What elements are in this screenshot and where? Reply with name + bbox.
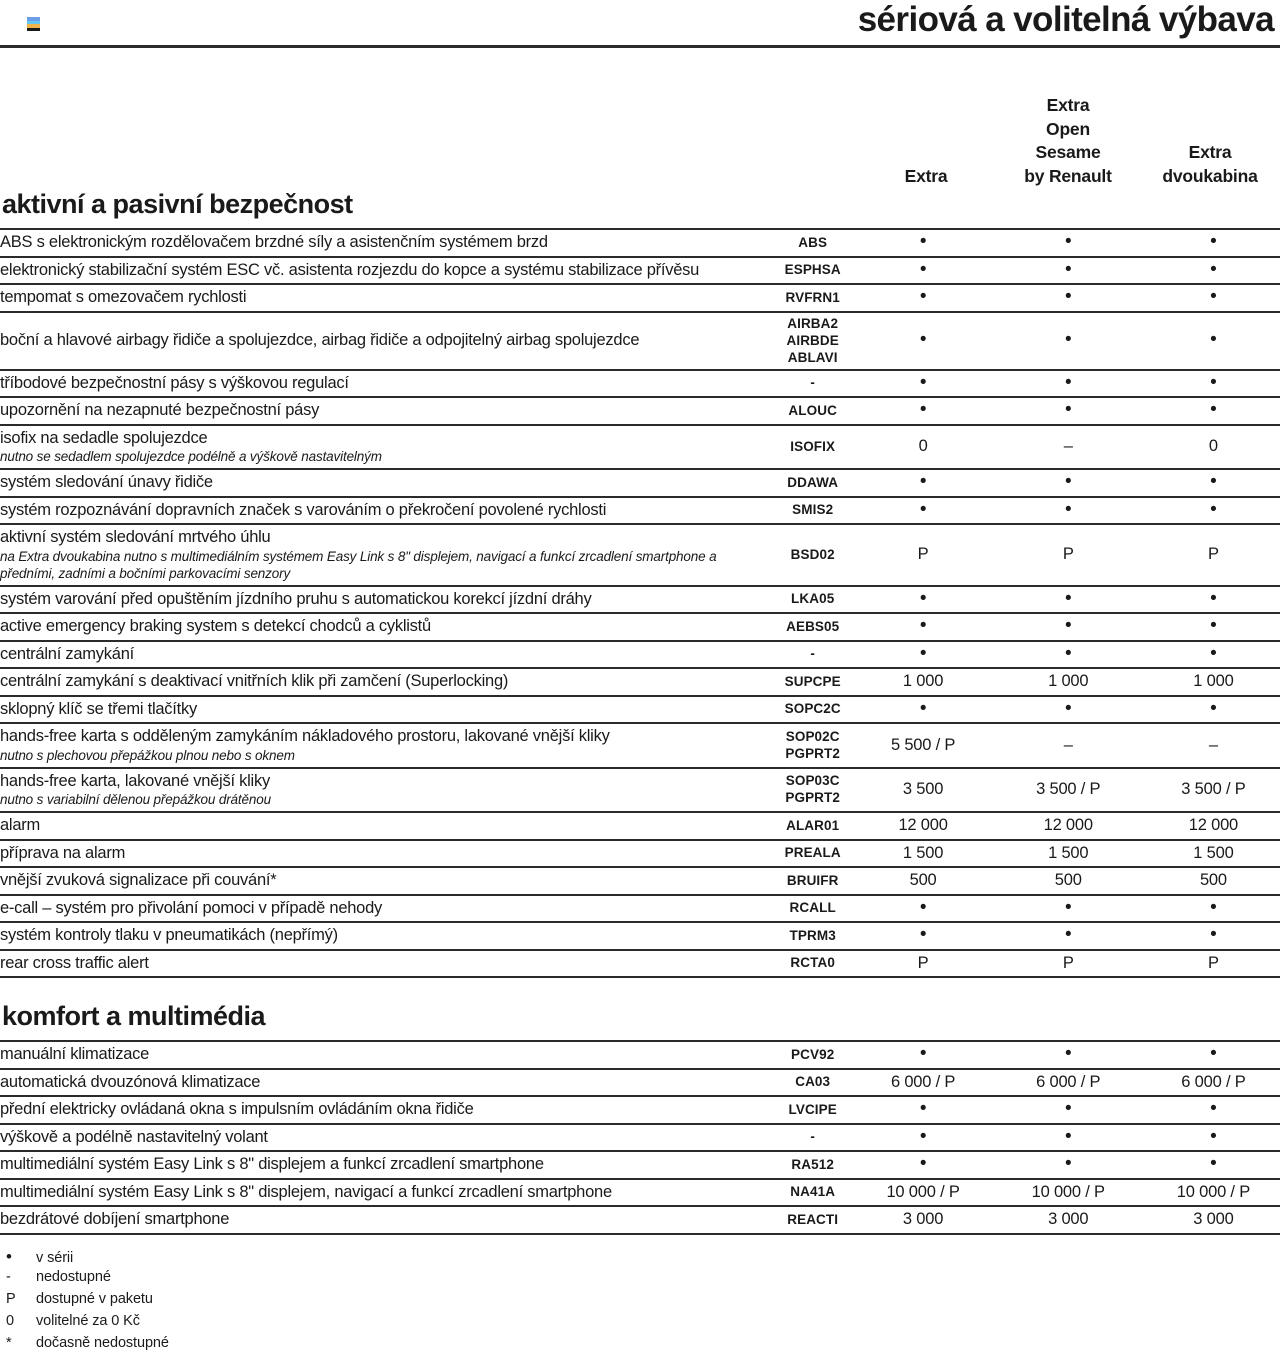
availability-cell-1: 3 000 [851, 1206, 996, 1234]
standard-dot-icon: • [1065, 1098, 1072, 1120]
availability-cell-1: P [851, 524, 996, 586]
table-row [0, 1179, 1280, 1207]
availability-cell-1: 10 000 / P [851, 1179, 996, 1207]
availability-cell-1: 500 [851, 867, 996, 895]
option-code: SOPC2C [775, 696, 851, 724]
option-code: PREALA [775, 840, 851, 868]
availability-cell-1 [851, 641, 996, 669]
standard-dot-icon: • [1065, 642, 1072, 664]
legend-text: v sérii [36, 1249, 74, 1266]
feature-note: nutno s plechovou přepážkou plnou nebo s oknem [0, 747, 295, 763]
standard-dot-icon: • [919, 1098, 927, 1120]
feature-label: manuální klimatizace [0, 1041, 775, 1069]
column-header-extra-open-sesame: Extra Open Sesame by Renault [1024, 95, 1112, 186]
standard-dot-icon: • [1065, 498, 1072, 520]
standard-dot-icon: • [1210, 587, 1217, 609]
table-row [0, 397, 1280, 425]
option-code: ALOUC [775, 397, 851, 425]
option-code: ABS [775, 229, 851, 257]
availability-cell-3 [1141, 1041, 1280, 1069]
availability-cell-1: 5 500 / P [851, 723, 996, 768]
feature-label: e-call – systém pro přivolání pomoci v případě nehody [0, 895, 775, 923]
standard-dot-icon: • [1210, 371, 1217, 393]
standard-dot-icon: • [919, 471, 927, 493]
table-row [0, 1096, 1280, 1124]
availability-cell-3: 0 [1141, 425, 1280, 470]
table-row [0, 1124, 1280, 1152]
table-row [0, 641, 1280, 669]
option-code: - [775, 370, 851, 398]
feature-label: přední elektricky ovládaná okna s impulsním ovládáním okna řidiče [0, 1096, 775, 1124]
standard-dot-icon: • [1210, 1043, 1217, 1065]
availability-cell-2: 10 000 / P [996, 1179, 1141, 1207]
standard-dot-icon: • [1065, 896, 1072, 918]
feature-label: centrální zamykání s deaktivací vnitřních klik při zamčení (Superlocking) [0, 668, 775, 696]
standard-dot-icon: • [1210, 697, 1217, 719]
standard-dot-icon: • [919, 286, 927, 308]
feature-label: isofix na sedadle spolujezdce nutno se sedadlem spolujezdce podélně a výškově nastavitelným [0, 425, 775, 470]
standard-dot-icon: • [1210, 924, 1217, 946]
feature-note: nutno s variabilní dělenou přepážkou drátěnou [0, 792, 271, 807]
option-code: - [775, 1124, 851, 1152]
feature-label: sklopný klíč se třemi tlačítky [0, 696, 775, 724]
feature-note: nutno se sedadlem spolujezdce podélně a výškově nastavitelným [0, 449, 382, 464]
feature-label: tříbodové bezpečnostní pásy s výškovou regulací [0, 370, 775, 398]
availability-cell-1 [851, 922, 996, 950]
availability-cell-3: 3 500 / P [1141, 768, 1280, 813]
feature-label: multimediální systém Easy Link s 8" displejem, navigací a funkcí zrcadlení smartphone [0, 1179, 775, 1207]
page-title: sériová a volitelná výbava [857, 0, 1274, 39]
availability-cell-1 [851, 469, 996, 497]
availability-cell-2 [996, 1096, 1141, 1124]
standard-dot-icon: • [919, 1125, 927, 1147]
option-code: BRUIFR [775, 867, 851, 895]
feature-note: na Extra dvoukabina nutno s multimediálním systémem Easy Link s 8" displejem, navigací a funkcí zrcadlení smartphone a předními, zadními a bočními parkovacími senzory [0, 548, 717, 581]
legend-item [6, 1269, 1280, 1291]
availability-cell-1 [851, 257, 996, 285]
table-row [0, 229, 1280, 257]
table-row [0, 1041, 1280, 1069]
availability-cell-3: P [1141, 950, 1280, 978]
availability-cell-3: 500 [1141, 867, 1280, 895]
table-row [0, 284, 1280, 312]
spec-sections [0, 188, 1280, 1235]
availability-cell-2 [996, 370, 1141, 398]
legend-symbol: - [6, 1268, 11, 1285]
availability-cell-2 [996, 397, 1141, 425]
feature-label: hands-free karta s odděleným zamykáním nákladového prostoru, lakované vnější kliky nutno s plechovou přepážkou plnou nebo s oknem [0, 723, 775, 768]
table-row [0, 867, 1280, 895]
availability-cell-2 [996, 586, 1141, 614]
availability-cell-1 [851, 312, 996, 370]
option-code: PCV92 [775, 1041, 851, 1069]
feature-label: elektronický stabilizační systém ESC vč. asistenta rozjezdu do kopce a systému stabilizace přívěsu [0, 257, 775, 285]
legend-text: volitelné za 0 Kč [36, 1312, 140, 1329]
standard-dot-icon: • [1210, 286, 1217, 308]
availability-cell-1 [851, 586, 996, 614]
option-code: RCTA0 [775, 950, 851, 978]
feature-label: ABS s elektronickým rozdělovačem brzdné síly a asistenčním systémem brzd [0, 229, 775, 257]
option-code: AIRBA2 AIRBDE ABLAVI [775, 312, 851, 370]
standard-dot-icon: • [919, 587, 927, 609]
option-code: AEBS05 [775, 613, 851, 641]
standard-dot-icon: • [1065, 587, 1072, 609]
standard-dot-icon: • [1065, 697, 1072, 719]
availability-cell-3 [1141, 1124, 1280, 1152]
spec-table [0, 1040, 1280, 1235]
availability-cell-3 [1141, 1151, 1280, 1179]
availability-cell-3: 12 000 [1141, 812, 1280, 840]
page-header [0, 0, 1280, 48]
availability-cell-1 [851, 370, 996, 398]
option-code: LKA05 [775, 586, 851, 614]
option-code: LVCIPE [775, 1096, 851, 1124]
legend-symbol: P [6, 1290, 16, 1307]
legend-item [6, 1313, 1280, 1335]
standard-dot-icon: • [1065, 1043, 1072, 1065]
feature-label: příprava na alarm [0, 840, 775, 868]
standard-dot-icon: • [919, 642, 927, 664]
feature-label: rear cross traffic alert [0, 950, 775, 978]
legend-symbol: • [6, 1246, 12, 1266]
feature-label: systém varování před opuštěním jízdního pruhu s automatickou korekcí jízdní dráhy [0, 586, 775, 614]
table-row [0, 469, 1280, 497]
table-row [0, 613, 1280, 641]
availability-cell-1 [851, 1124, 996, 1152]
table-row [0, 257, 1280, 285]
feature-label: vnější zvuková signalizace při couvání* [0, 867, 775, 895]
availability-cell-3 [1141, 696, 1280, 724]
column-header-extra: Extra [904, 165, 948, 186]
availability-cell-2 [996, 1151, 1141, 1179]
availability-cell-2 [996, 312, 1141, 370]
legend-item [6, 1335, 1280, 1357]
feature-label: systém sledování únavy řidiče [0, 469, 775, 497]
table-row [0, 524, 1280, 586]
standard-dot-icon: • [919, 1153, 927, 1175]
standard-dot-icon: • [919, 697, 927, 719]
availability-cell-1: 1 500 [851, 840, 996, 868]
table-row [0, 1206, 1280, 1234]
table-row [0, 696, 1280, 724]
availability-cell-3 [1141, 641, 1280, 669]
legend-text: dočasně nedostupné [36, 1334, 169, 1351]
option-code: ALAR01 [775, 812, 851, 840]
option-code: BSD02 [775, 524, 851, 586]
feature-label: automatická dvouzónová klimatizace [0, 1069, 775, 1097]
table-row [0, 922, 1280, 950]
option-code: SOP02C PGPRT2 [775, 723, 851, 768]
feature-label: tempomat s omezovačem rychlosti [0, 284, 775, 312]
standard-dot-icon: • [919, 371, 927, 393]
table-row [0, 370, 1280, 398]
availability-cell-3 [1141, 229, 1280, 257]
option-code: NA41A [775, 1179, 851, 1207]
table-row [0, 586, 1280, 614]
legend-text: nedostupné [36, 1268, 111, 1285]
availability-cell-2: 3 500 / P [996, 768, 1141, 813]
option-code: SUPCPE [775, 668, 851, 696]
availability-cell-2: – [996, 425, 1141, 470]
availability-cell-3: 3 000 [1141, 1206, 1280, 1234]
section-heading: komfort a multimédia [2, 1001, 266, 1031]
availability-cell-3 [1141, 922, 1280, 950]
availability-cell-2: 1 500 [996, 840, 1141, 868]
standard-dot-icon: • [1210, 329, 1217, 350]
standard-dot-icon: • [1065, 231, 1072, 253]
standard-dot-icon: • [1210, 399, 1217, 421]
availability-cell-2: – [996, 723, 1141, 768]
option-code: DDAWA [775, 469, 851, 497]
standard-dot-icon: • [919, 615, 927, 637]
standard-dot-icon: • [919, 896, 927, 918]
standard-dot-icon: • [919, 1043, 927, 1065]
standard-dot-icon: • [1210, 1153, 1217, 1175]
availability-cell-2: P [996, 524, 1141, 586]
option-code: - [775, 641, 851, 669]
feature-label: výškově a podélně nastavitelný volant [0, 1124, 775, 1152]
availability-cell-2 [996, 1124, 1141, 1152]
option-code: RA512 [775, 1151, 851, 1179]
availability-cell-1 [851, 397, 996, 425]
availability-cell-2: 12 000 [996, 812, 1141, 840]
availability-cell-3 [1141, 257, 1280, 285]
standard-dot-icon: • [1210, 642, 1217, 664]
standard-dot-icon: • [1065, 1153, 1072, 1175]
option-code: TPRM3 [775, 922, 851, 950]
standard-dot-icon: • [1065, 471, 1072, 493]
availability-cell-3 [1141, 312, 1280, 370]
table-row [0, 895, 1280, 923]
table-row [0, 1151, 1280, 1179]
legend-text: dostupné v paketu [36, 1290, 153, 1307]
standard-dot-icon: • [1065, 924, 1072, 946]
availability-cell-2: 6 000 / P [996, 1069, 1141, 1097]
availability-cell-3: 1 000 [1141, 668, 1280, 696]
availability-cell-1: 0 [851, 425, 996, 470]
feature-label: aktivní systém sledování mrtvého úhlu na Extra dvoukabina nutno s multimediálním systémem Easy Link s 8" displejem, navigací a funkcí zrcadlení smartphone a předními, zadními a bočními parkovacími senzory [0, 524, 775, 586]
availability-cell-1: 1 000 [851, 668, 996, 696]
legend-symbol: * [6, 1334, 12, 1351]
standard-dot-icon: • [919, 329, 927, 350]
column-headers [0, 48, 1280, 188]
option-code: SMIS2 [775, 497, 851, 525]
availability-cell-1: P [851, 950, 996, 978]
table-row [0, 668, 1280, 696]
standard-dot-icon: • [919, 399, 927, 421]
availability-cell-1 [851, 895, 996, 923]
option-code: REACTI [775, 1206, 851, 1234]
standard-dot-icon: • [1210, 498, 1217, 520]
legend-symbol: 0 [6, 1312, 14, 1329]
availability-cell-3: 10 000 / P [1141, 1179, 1280, 1207]
availability-cell-2 [996, 1041, 1141, 1069]
feature-label: multimediální systém Easy Link s 8" displejem a funkcí zrcadlení smartphone [0, 1151, 775, 1179]
standard-dot-icon: • [1065, 615, 1072, 637]
availability-cell-1: 12 000 [851, 812, 996, 840]
legend-item [6, 1247, 1280, 1269]
availability-cell-2 [996, 284, 1141, 312]
availability-cell-3: 1 500 [1141, 840, 1280, 868]
option-code: RCALL [775, 895, 851, 923]
availability-cell-3 [1141, 370, 1280, 398]
standard-dot-icon: • [919, 231, 927, 253]
availability-cell-1 [851, 1096, 996, 1124]
availability-cell-2: P [996, 950, 1141, 978]
availability-cell-1 [851, 696, 996, 724]
availability-cell-2 [996, 922, 1141, 950]
option-code: CA03 [775, 1069, 851, 1097]
table-row [0, 425, 1280, 470]
availability-cell-1: 6 000 / P [851, 1069, 996, 1097]
availability-cell-3 [1141, 497, 1280, 525]
feature-label: boční a hlavové airbagy řidiče a spolujezdce, airbag řidiče a odpojitelný airbag spolujezdce [0, 312, 775, 370]
table-row [0, 768, 1280, 813]
standard-dot-icon: • [1210, 1098, 1217, 1120]
availability-cell-2 [996, 613, 1141, 641]
standard-dot-icon: • [1065, 286, 1072, 308]
availability-cell-3 [1141, 895, 1280, 923]
standard-dot-icon: • [1065, 258, 1072, 280]
legend-item [6, 1291, 1280, 1313]
table-row [0, 840, 1280, 868]
column-header-extra-dvoukabina: Extra dvoukabina [1162, 142, 1258, 186]
table-row [0, 950, 1280, 978]
standard-dot-icon: • [919, 258, 927, 280]
availability-cell-1 [851, 613, 996, 641]
table-row [0, 723, 1280, 768]
availability-cell-3 [1141, 586, 1280, 614]
option-code: ESPHSA [775, 257, 851, 285]
availability-cell-3 [1141, 1096, 1280, 1124]
section-heading: aktivní a pasivní bezpečnost [2, 189, 353, 219]
standard-dot-icon: • [919, 498, 927, 520]
availability-cell-1 [851, 284, 996, 312]
table-row [0, 497, 1280, 525]
availability-cell-1 [851, 497, 996, 525]
table-row [0, 312, 1280, 370]
standard-dot-icon: • [1065, 399, 1072, 421]
standard-dot-icon: • [1210, 1125, 1217, 1147]
feature-label: systém rozpoznávání dopravních značek s varováním o překročení povolené rychlosti [0, 497, 775, 525]
option-code: RVFRN1 [775, 284, 851, 312]
availability-cell-2: 3 000 [996, 1206, 1141, 1234]
standard-dot-icon: • [1210, 231, 1217, 253]
legend [0, 1247, 1280, 1357]
feature-label: upozornění na nezapnuté bezpečnostní pásy [0, 397, 775, 425]
standard-dot-icon: • [1210, 258, 1217, 280]
option-code: ISOFIX [775, 425, 851, 470]
availability-cell-1 [851, 1151, 996, 1179]
availability-cell-2: 1 000 [996, 668, 1141, 696]
availability-cell-2 [996, 895, 1141, 923]
feature-label: centrální zamykání [0, 641, 775, 669]
availability-cell-2 [996, 469, 1141, 497]
spec-table [0, 228, 1280, 978]
renault-brand-mark-icon [27, 17, 40, 31]
availability-cell-2: 500 [996, 867, 1141, 895]
feature-label: alarm [0, 812, 775, 840]
feature-label: systém kontroly tlaku v pneumatikách (nepřímý) [0, 922, 775, 950]
availability-cell-1 [851, 229, 996, 257]
standard-dot-icon: • [1065, 1125, 1072, 1147]
feature-label: bezdrátové dobíjení smartphone [0, 1206, 775, 1234]
standard-dot-icon: • [919, 924, 927, 946]
availability-cell-2 [996, 257, 1141, 285]
availability-cell-2 [996, 229, 1141, 257]
standard-dot-icon: • [1065, 371, 1072, 393]
standard-dot-icon: • [1210, 896, 1217, 918]
availability-cell-3: 6 000 / P [1141, 1069, 1280, 1097]
availability-cell-3 [1141, 397, 1280, 425]
availability-cell-3: P [1141, 524, 1280, 586]
availability-cell-3: – [1141, 723, 1280, 768]
feature-label: hands-free karta, lakované vnější kliky nutno s variabilní dělenou přepážkou drátěnou [0, 768, 775, 813]
table-row [0, 1069, 1280, 1097]
standard-dot-icon: • [1065, 329, 1072, 350]
availability-cell-2 [996, 696, 1141, 724]
availability-cell-1: 3 500 [851, 768, 996, 813]
availability-cell-3 [1141, 613, 1280, 641]
availability-cell-3 [1141, 284, 1280, 312]
availability-cell-1 [851, 1041, 996, 1069]
availability-cell-2 [996, 641, 1141, 669]
standard-dot-icon: • [1210, 615, 1217, 637]
standard-dot-icon: • [1210, 471, 1217, 493]
feature-label: active emergency braking system s detekcí chodců a cyklistů [0, 613, 775, 641]
option-code: SOP03C PGPRT2 [775, 768, 851, 813]
table-row [0, 812, 1280, 840]
availability-cell-2 [996, 497, 1141, 525]
availability-cell-3 [1141, 469, 1280, 497]
